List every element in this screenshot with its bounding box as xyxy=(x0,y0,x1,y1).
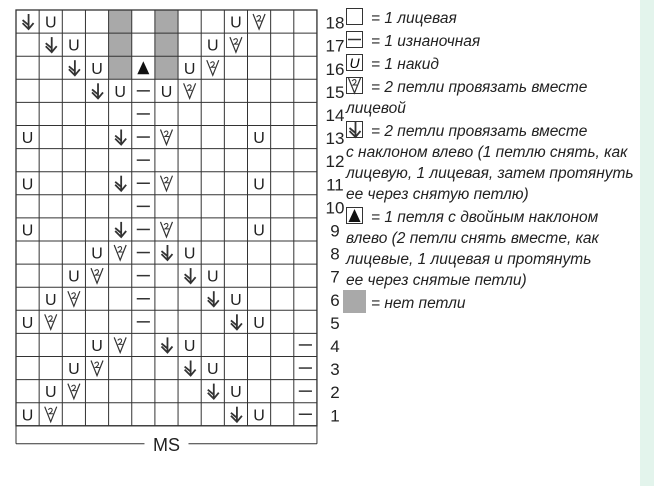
yarn-over-cell xyxy=(207,269,219,286)
yarn-over-cell xyxy=(184,61,196,78)
legend-text xyxy=(346,31,480,52)
svg-text:U: U xyxy=(68,361,80,379)
gray-square-icon xyxy=(346,293,363,310)
legend-label: = 1 изнаночная xyxy=(371,33,481,50)
k2tog-left-cell xyxy=(161,245,172,260)
svg-text:U: U xyxy=(68,37,80,55)
k2tog-right-cell xyxy=(230,37,242,52)
svg-text:U: U xyxy=(91,245,103,263)
svg-text:U: U xyxy=(230,14,242,32)
svg-text:U: U xyxy=(349,55,360,71)
k2tog-left-icon xyxy=(346,121,363,138)
legend-label: = 1 лицевая xyxy=(371,10,457,27)
k2tog-left-cell xyxy=(92,83,103,98)
no-stitch-cell xyxy=(155,56,178,79)
k2tog-left-cell xyxy=(208,384,219,399)
k2tog-right-cell xyxy=(114,245,126,260)
row-number: 17 xyxy=(325,36,345,56)
k2tog-right-cell xyxy=(253,14,265,29)
row-number: 15 xyxy=(325,82,345,102)
svg-text:U: U xyxy=(253,130,265,148)
k2tog-right-cell xyxy=(114,337,126,352)
svg-text:U: U xyxy=(183,245,196,263)
legend-label: лицевые, 1 лицевая и протянуть xyxy=(346,251,592,268)
svg-text:U: U xyxy=(230,291,242,309)
k2tog-left-cell xyxy=(231,314,242,329)
row-number: 1 xyxy=(330,406,340,426)
legend-item xyxy=(346,54,439,75)
yarn-over-cell xyxy=(91,246,103,263)
svg-text:U: U xyxy=(44,384,57,402)
svg-text:U: U xyxy=(21,176,34,194)
k2tog-right-cell xyxy=(91,361,103,376)
row-number: 10 xyxy=(325,198,345,218)
legend-text xyxy=(346,270,599,291)
svg-text:U: U xyxy=(183,337,196,355)
k2tog-right-cell xyxy=(45,314,57,329)
row-number: 9 xyxy=(330,221,340,241)
no-stitch-cell xyxy=(155,33,178,56)
k2tog-left-cell xyxy=(115,130,126,145)
legend-label: ее через снятую петлю) xyxy=(346,186,529,203)
yarn-over-cell xyxy=(91,338,103,355)
legend-text xyxy=(346,8,457,29)
yarn-over-cell xyxy=(68,269,80,286)
svg-text:U: U xyxy=(253,222,265,240)
k2tog-left-cell xyxy=(231,407,242,422)
svg-text:U: U xyxy=(183,60,196,78)
row-number: 3 xyxy=(330,360,340,380)
legend-item xyxy=(346,31,480,52)
svg-text:U: U xyxy=(206,268,219,286)
k2tog-left-cell xyxy=(185,361,196,376)
legend-item xyxy=(346,8,457,29)
yarn-over-cell xyxy=(253,176,265,193)
right-edge-strip xyxy=(640,0,654,486)
legend-item xyxy=(346,207,599,291)
svg-text:U: U xyxy=(21,314,34,332)
legend-item xyxy=(346,77,587,119)
k2tog-right-icon xyxy=(346,77,363,94)
ms-label: MS xyxy=(152,434,180,455)
yarn-over-cell xyxy=(22,176,34,193)
row-number: 16 xyxy=(325,59,345,79)
svg-text:U: U xyxy=(253,176,265,194)
row-number: 7 xyxy=(330,267,340,287)
yarn-over-cell xyxy=(230,384,242,401)
yarn-over-cell xyxy=(22,315,34,332)
legend-text xyxy=(346,184,634,205)
legend-label: ее через снятые петли) xyxy=(346,272,527,289)
svg-text:U: U xyxy=(91,60,103,78)
dash-square-icon xyxy=(346,31,363,48)
legend-text xyxy=(346,142,634,163)
k2tog-left-cell xyxy=(23,14,34,29)
k2tog-left-cell xyxy=(115,222,126,237)
yarn-over-cell xyxy=(207,361,219,378)
svg-text:U: U xyxy=(230,384,242,402)
row-number: 6 xyxy=(330,290,340,310)
yarn-over-cell xyxy=(22,130,34,147)
svg-text:U: U xyxy=(253,314,265,332)
legend-label: с наклоном влево (1 петлю снять, как xyxy=(346,144,628,161)
row-number: 2 xyxy=(330,383,340,403)
u-square-icon xyxy=(346,54,363,71)
legend-label: = 1 петля с двойным наклоном xyxy=(371,209,599,226)
yarn-over-cell xyxy=(45,384,57,401)
legend-text xyxy=(346,77,587,98)
row-number: 13 xyxy=(325,129,345,149)
yarn-over-cell xyxy=(253,222,265,239)
row-number: 12 xyxy=(325,152,345,172)
yarn-over-cell xyxy=(207,38,219,55)
yarn-over-cell xyxy=(45,15,57,32)
yarn-over-cell xyxy=(184,246,196,263)
legend-text xyxy=(346,98,587,119)
empty-square-icon xyxy=(346,8,363,25)
k2tog-right-cell xyxy=(68,384,80,399)
no-stitch-cell xyxy=(155,10,178,33)
k2tog-right-cell xyxy=(160,176,172,191)
svg-text:U: U xyxy=(253,407,265,425)
svg-text:U: U xyxy=(44,14,57,32)
k2tog-right-cell xyxy=(45,407,57,422)
k2tog-right-cell xyxy=(160,222,172,237)
yarn-over-cell xyxy=(184,338,196,355)
legend-label: = нет петли xyxy=(371,295,466,312)
yarn-over-cell xyxy=(161,84,173,101)
ms-repeat-bracket xyxy=(16,426,317,455)
triangle-icon xyxy=(346,207,363,224)
legend-label: влево (2 петли снять вместе, как xyxy=(346,230,599,247)
legend-text xyxy=(346,207,599,228)
svg-text:U: U xyxy=(44,291,57,309)
k2tog-right-cell xyxy=(160,130,172,145)
row-number: 11 xyxy=(326,175,344,195)
legend-label: = 2 петли провязать вместе xyxy=(371,79,588,96)
legend-text xyxy=(346,228,599,249)
yarn-over-cell xyxy=(22,222,34,239)
svg-text:U: U xyxy=(21,407,34,425)
legend-item xyxy=(346,293,465,314)
yarn-over-cell xyxy=(68,38,80,55)
yarn-over-cell xyxy=(114,84,126,101)
legend-label: = 2 петли провязать вместе xyxy=(371,123,588,140)
k2tog-left-cell xyxy=(115,176,126,191)
no-stitch-cell xyxy=(109,56,132,79)
yarn-over-cell xyxy=(253,315,265,332)
row-number: 5 xyxy=(330,313,340,333)
svg-text:U: U xyxy=(206,37,219,55)
legend-text xyxy=(346,121,634,142)
yarn-over-cell xyxy=(45,292,57,309)
yarn-over-cell xyxy=(68,361,80,378)
legend-text xyxy=(346,293,465,314)
legend-label: = 1 накид xyxy=(371,56,439,73)
yarn-over-cell xyxy=(230,292,242,309)
k2tog-left-cell xyxy=(185,268,196,283)
k2tog-right-cell xyxy=(91,268,103,283)
legend-text xyxy=(346,54,439,75)
yarn-over-cell xyxy=(253,407,265,424)
k2tog-left-cell xyxy=(46,37,57,52)
svg-text:U: U xyxy=(206,361,219,379)
legend-label: лицевую, 1 лицевая, затем протянуть xyxy=(346,165,634,182)
legend xyxy=(346,0,636,486)
svg-text:U: U xyxy=(91,337,103,355)
legend-label: лицевой xyxy=(346,100,406,117)
k2tog-right-cell xyxy=(184,83,196,98)
yarn-over-cell xyxy=(230,15,242,32)
no-stitch-cell xyxy=(109,10,132,33)
svg-text:U: U xyxy=(160,83,173,101)
svg-text:U: U xyxy=(114,83,126,101)
row-number: 18 xyxy=(325,13,345,33)
yarn-over-cell xyxy=(22,407,34,424)
no-stitch-cell xyxy=(109,33,132,56)
row-number: 4 xyxy=(330,336,340,356)
row-number: 8 xyxy=(330,244,340,264)
svg-text:U: U xyxy=(68,268,80,286)
legend-text xyxy=(346,163,634,184)
legend-text xyxy=(346,249,599,270)
k2tog-right-cell xyxy=(68,291,80,306)
row-numbers xyxy=(325,14,344,426)
yarn-over-cell xyxy=(253,130,265,147)
k2tog-left-cell xyxy=(161,337,172,352)
row-number: 14 xyxy=(325,105,345,125)
k2tog-right-cell xyxy=(207,60,219,75)
k2tog-left-cell xyxy=(208,291,219,306)
double-decrease-cell xyxy=(137,61,149,74)
svg-text:U: U xyxy=(21,222,34,240)
svg-text:U: U xyxy=(21,130,34,148)
k2tog-left-cell xyxy=(69,60,80,75)
yarn-over-cell xyxy=(91,61,103,78)
legend-item xyxy=(346,121,634,205)
